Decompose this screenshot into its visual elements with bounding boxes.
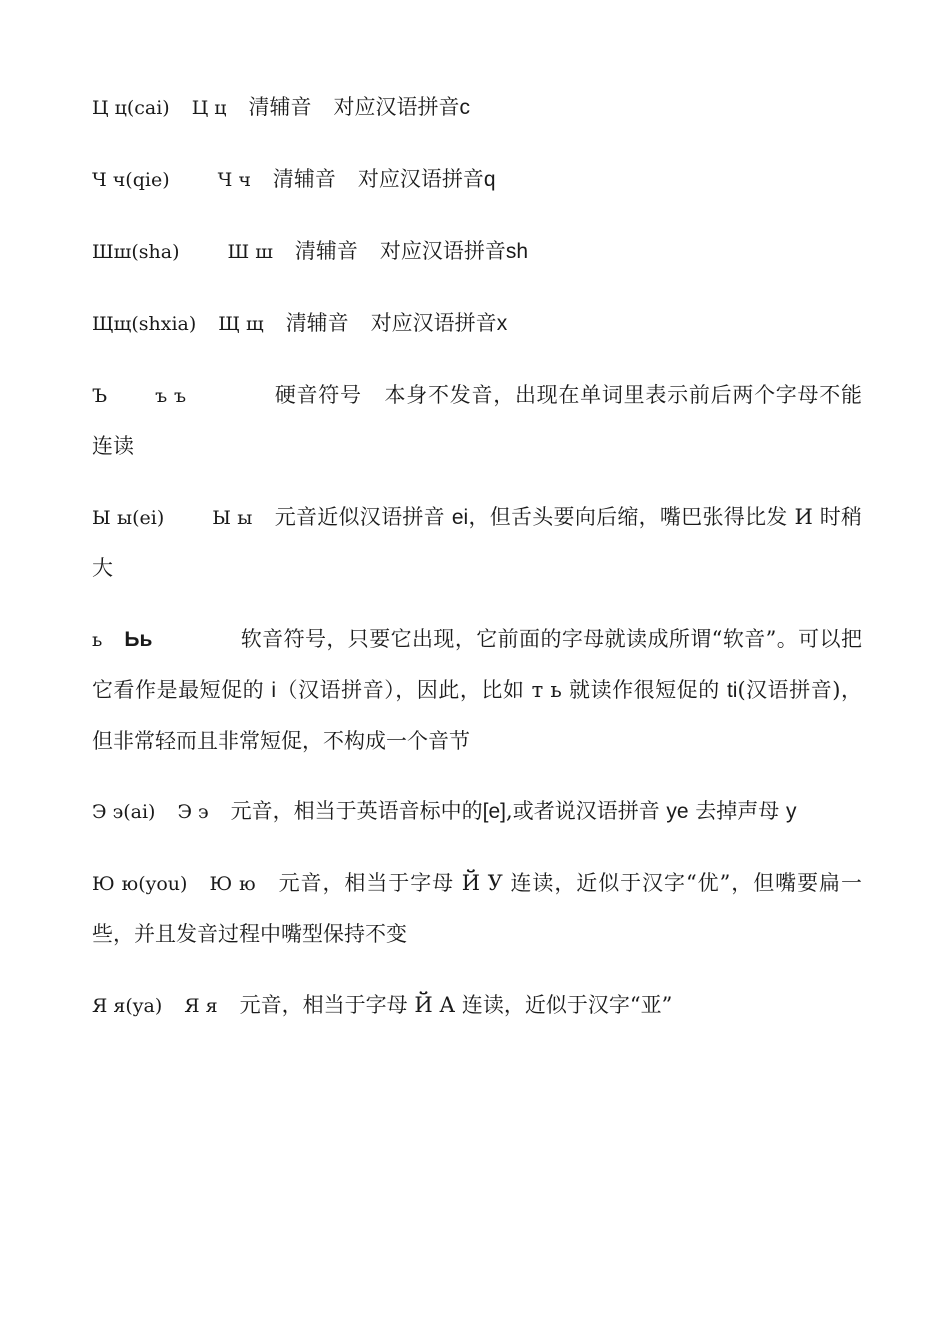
sound-type: 硬音符号 — [274, 383, 362, 407]
sound-type: 清辅音 — [285, 311, 349, 335]
entry-e — [92, 786, 862, 837]
letters: Ч ч — [92, 169, 126, 191]
sound-type: 清辅音 — [294, 239, 358, 263]
pronunciation: (shxia) — [131, 313, 197, 335]
description: 本身不发音，出现在单词里表示前后两个字母不能连读 — [92, 383, 863, 458]
entry-yu — [92, 858, 862, 959]
pronunciation: (cai) — [126, 97, 170, 119]
entry-ts — [92, 82, 862, 133]
description: 软音符号，只要它出现，它前面的字母就读成所谓“软音”。可以把它看作是最短促的 — [92, 627, 862, 702]
description-continued: （汉语拼音），因此，比如 т ь 就读作很短促的 — [276, 678, 720, 702]
letters: Шш — [92, 241, 132, 263]
phonetic: [e] — [482, 800, 507, 823]
pinyin: q — [483, 168, 496, 191]
letter-forms: Ш ш — [227, 241, 273, 263]
description: 对应汉语拼音 — [333, 95, 460, 119]
pronunciation: (ei) — [132, 507, 165, 529]
entry-soft-sign — [92, 614, 862, 766]
letter-forms: Ч ч — [217, 169, 251, 191]
pinyin: ye — [666, 800, 689, 823]
sound-type: 清辅音 — [272, 167, 336, 191]
pinyin: ei — [451, 506, 469, 529]
entry-ch — [92, 154, 862, 205]
pronunciation: (ya) — [125, 995, 163, 1017]
pronunciation: (qie) — [125, 169, 170, 191]
letter-forms: Ц ц — [191, 97, 227, 119]
description: 元音，相当于字母 Й А 连读，近似于汉字“亚” — [239, 993, 673, 1017]
pinyin-i: i — [271, 679, 277, 702]
letters: Ы ы — [92, 507, 133, 529]
pinyin-y: y — [785, 800, 797, 823]
pronunciation: (ai) — [123, 801, 156, 823]
entry-shch — [92, 298, 862, 349]
description-continued: ,或者说汉语拼音 — [506, 799, 660, 823]
entry-y — [92, 492, 862, 593]
letters: ь — [92, 629, 103, 651]
letter-forms: Ю ю — [209, 873, 256, 895]
letters: Ц ц — [92, 97, 127, 119]
description: 元音，相当于英语音标中的 — [230, 799, 483, 823]
letter-forms: Щ щ — [218, 313, 264, 335]
letter-forms: Э э — [177, 801, 209, 823]
letters: Щщ — [92, 313, 132, 335]
letters: Ъ — [92, 385, 108, 407]
letters: Э э — [92, 801, 124, 823]
description: 元音，相当于字母 Й У 连读，近似于汉字“优”，但嘴要扁一些，并且发音过程中嘴型保持不变 — [92, 871, 862, 946]
description-continued: ，但舌头要向后缩，嘴巴张得比发 И 时稍大 — [92, 505, 863, 580]
description: 对应汉语拼音 — [379, 239, 506, 263]
sound-type: 清辅音 — [248, 95, 312, 119]
pronunciation: (sha) — [131, 241, 180, 263]
description: 对应汉语拼音 — [357, 167, 484, 191]
pinyin: x — [496, 312, 508, 335]
letters: Я я — [92, 995, 126, 1017]
description-end: 去掉声母 — [695, 799, 780, 823]
pronunciation: (you) — [138, 873, 188, 895]
pinyin: sh — [505, 240, 529, 263]
entry-hard-sign — [92, 370, 862, 471]
letter-forms: Ы ы — [212, 507, 253, 529]
pinyin-ti: ti — [726, 679, 738, 702]
description: 元音近似汉语拼音 — [274, 505, 445, 529]
description-end: (汉语拼音)，但非常轻而且非常短促，不构成一个音节 — [92, 678, 862, 753]
letter-forms: ъ ъ — [155, 385, 187, 407]
entry-ya — [92, 980, 862, 1031]
letters: Ю ю — [92, 873, 139, 895]
entry-sh — [92, 226, 862, 277]
pinyin: c — [459, 96, 471, 119]
letter-forms: Ьь — [124, 628, 153, 651]
description: 对应汉语拼音 — [370, 311, 497, 335]
letter-forms: Я я — [184, 995, 218, 1017]
